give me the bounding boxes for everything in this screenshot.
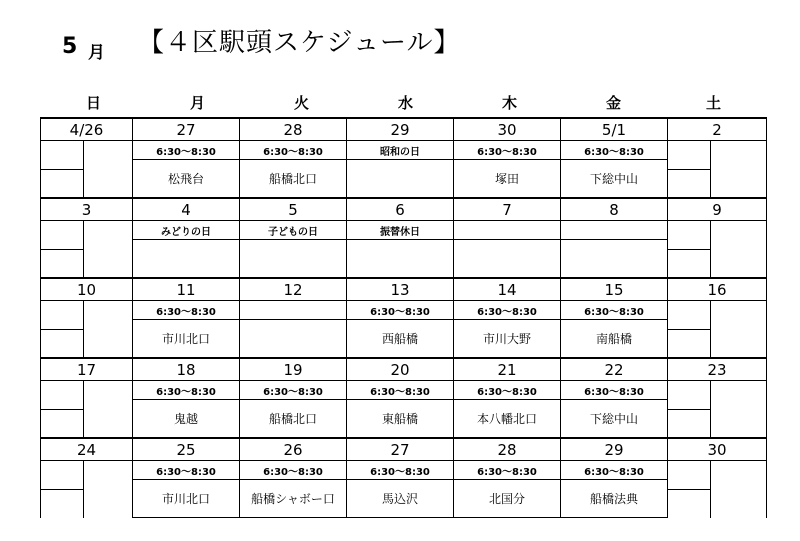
day-number: 16 [668, 278, 767, 301]
weekend-cell [41, 381, 133, 439]
time-slot [240, 301, 347, 320]
station-location: 船橋北口 [240, 400, 347, 439]
time-slot: 6:30〜8:30 [240, 141, 347, 160]
divider [83, 221, 84, 277]
station-location [133, 240, 240, 279]
time-slot: 6:30〜8:30 [133, 301, 240, 320]
weekday-sat: 土 [705, 94, 721, 112]
day-number: 30 [454, 118, 561, 141]
divider [83, 301, 84, 357]
divider [710, 461, 711, 518]
divider [41, 409, 83, 410]
weekend-cell [668, 221, 767, 279]
day-number: 22 [561, 358, 668, 381]
weekday-fri: 金 [605, 94, 621, 112]
divider [668, 489, 710, 490]
station-location: 塚田 [454, 160, 561, 199]
time-slot: 昭和の日 [347, 141, 454, 160]
time-slot: 6:30〜8:30 [240, 461, 347, 480]
day-number: 13 [347, 278, 454, 301]
divider [83, 381, 84, 437]
weekend-cell [668, 381, 767, 439]
date-row [41, 358, 767, 381]
day-number: 19 [240, 358, 347, 381]
time-slot: 6:30〜8:30 [454, 301, 561, 320]
time-row [41, 461, 767, 480]
divider [41, 329, 83, 330]
time-slot: 6:30〜8:30 [454, 461, 561, 480]
location-row [41, 160, 767, 199]
day-number: 25 [133, 438, 240, 461]
time-row [41, 301, 767, 320]
divider [710, 221, 711, 277]
date-row [41, 198, 767, 221]
day-number: 30 [668, 438, 767, 461]
time-row [41, 381, 767, 400]
divider [41, 489, 83, 490]
schedule-calendar [40, 117, 767, 518]
divider [668, 409, 710, 410]
day-number: 9 [668, 198, 767, 221]
page-title: 【４区駅頭スケジュール】 [138, 28, 461, 58]
day-number: 20 [347, 358, 454, 381]
station-location [347, 160, 454, 199]
day-number: 29 [561, 438, 668, 461]
weekend-cell [668, 461, 767, 518]
divider [710, 301, 711, 357]
time-slot: 6:30〜8:30 [347, 301, 454, 320]
day-number: 27 [133, 118, 240, 141]
station-location: 松飛台 [133, 160, 240, 199]
date-row [41, 438, 767, 461]
day-number: 3 [41, 198, 133, 221]
weekday-header [40, 92, 766, 114]
time-slot: 6:30〜8:30 [561, 301, 668, 320]
station-location: 市川北口 [133, 480, 240, 518]
station-location [454, 240, 561, 279]
station-location: 下総中山 [561, 160, 668, 199]
day-number: 14 [454, 278, 561, 301]
divider [83, 461, 84, 518]
weekday-wed: 水 [397, 94, 413, 112]
weekday-thu: 木 [501, 94, 517, 112]
location-row [41, 240, 767, 279]
station-location [347, 240, 454, 279]
weekend-cell [41, 141, 133, 199]
calendar-body [41, 118, 767, 518]
station-location: 船橋シャボー口 [240, 480, 347, 518]
time-slot: 6:30〜8:30 [133, 141, 240, 160]
day-number: 23 [668, 358, 767, 381]
time-slot: 6:30〜8:30 [133, 381, 240, 400]
time-slot: 子どもの日 [240, 221, 347, 240]
time-slot: 6:30〜8:30 [561, 381, 668, 400]
station-location: 船橋法典 [561, 480, 668, 518]
station-location: 市川北口 [133, 320, 240, 359]
station-location: 鬼越 [133, 400, 240, 439]
day-number: 4 [133, 198, 240, 221]
weekend-cell [41, 301, 133, 359]
time-row [41, 141, 767, 160]
station-location: 北国分 [454, 480, 561, 518]
month-label: 月 [88, 43, 105, 63]
day-number: 29 [347, 118, 454, 141]
day-number: 18 [133, 358, 240, 381]
location-row [41, 320, 767, 359]
weekday-sun: 日 [85, 94, 101, 112]
station-location: 馬込沢 [347, 480, 454, 518]
station-location: 船橋北口 [240, 160, 347, 199]
weekend-cell [668, 141, 767, 199]
day-number: 10 [41, 278, 133, 301]
location-row [41, 480, 767, 518]
time-row [41, 221, 767, 240]
station-location: 東船橋 [347, 400, 454, 439]
time-slot: 振替休日 [347, 221, 454, 240]
weekend-cell [41, 461, 133, 518]
divider [668, 169, 710, 170]
divider [710, 141, 711, 197]
day-number: 2 [668, 118, 767, 141]
day-number: 17 [41, 358, 133, 381]
station-location: 南船橋 [561, 320, 668, 359]
time-slot: 6:30〜8:30 [454, 381, 561, 400]
time-slot: 6:30〜8:30 [347, 461, 454, 480]
month-number: 5 [62, 34, 78, 59]
time-slot: みどりの日 [133, 221, 240, 240]
divider [41, 169, 83, 170]
day-number: 5 [240, 198, 347, 221]
divider [83, 141, 84, 197]
time-slot: 6:30〜8:30 [133, 461, 240, 480]
station-location: 西船橋 [347, 320, 454, 359]
day-number: 11 [133, 278, 240, 301]
day-number: 6 [347, 198, 454, 221]
station-location [240, 240, 347, 279]
time-slot [561, 221, 668, 240]
day-number: 12 [240, 278, 347, 301]
station-location: 下総中山 [561, 400, 668, 439]
divider [668, 249, 710, 250]
time-slot [454, 221, 561, 240]
day-number: 8 [561, 198, 668, 221]
day-number: 26 [240, 438, 347, 461]
station-location [561, 240, 668, 279]
time-slot: 6:30〜8:30 [561, 461, 668, 480]
day-number: 27 [347, 438, 454, 461]
divider [668, 329, 710, 330]
day-number: 28 [240, 118, 347, 141]
date-row [41, 118, 767, 141]
time-slot: 6:30〜8:30 [454, 141, 561, 160]
divider [41, 249, 83, 250]
divider [710, 381, 711, 437]
day-number: 28 [454, 438, 561, 461]
day-number: 4/26 [41, 118, 133, 141]
station-location: 本八幡北口 [454, 400, 561, 439]
weekday-mon: 月 [189, 94, 205, 112]
weekend-cell [668, 301, 767, 359]
time-slot: 6:30〜8:30 [347, 381, 454, 400]
weekday-tue: 火 [293, 94, 309, 112]
location-row [41, 400, 767, 439]
day-number: 15 [561, 278, 668, 301]
day-number: 5/1 [561, 118, 668, 141]
time-slot: 6:30〜8:30 [561, 141, 668, 160]
date-row [41, 278, 767, 301]
station-location [240, 320, 347, 359]
weekend-cell [41, 221, 133, 279]
day-number: 24 [41, 438, 133, 461]
day-number: 21 [454, 358, 561, 381]
day-number: 7 [454, 198, 561, 221]
station-location: 市川大野 [454, 320, 561, 359]
time-slot: 6:30〜8:30 [240, 381, 347, 400]
